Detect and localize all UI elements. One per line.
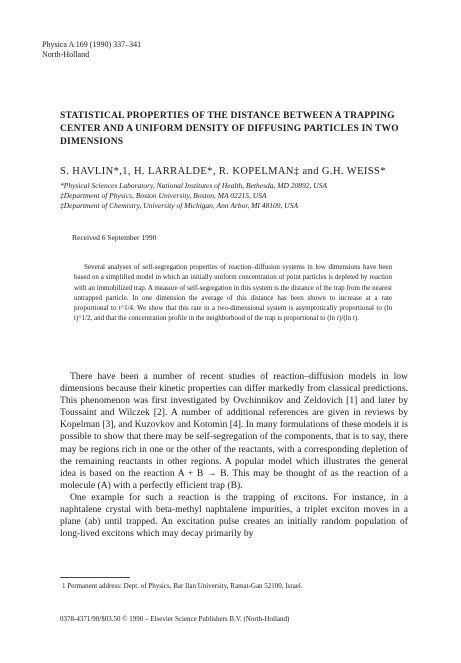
affiliations bbox=[60, 181, 327, 211]
received-date: Received 6 September 1990 bbox=[72, 233, 157, 242]
author-list: S. HAVLIN*,1, H. LARRALDE*, R. KOPELMAN‡ and G.H. WEISS* bbox=[60, 166, 386, 177]
body-text bbox=[60, 371, 408, 540]
footnote-rule bbox=[60, 577, 130, 578]
abstract-text: Several analyses of self-segregation properties of reaction–diffusion systems in low dimensions have been based on a simplified model in which an initially uniform concentration of point particles is depleted by reaction with an immobilized trap. A measure of self-segregation in this system is the distance of the trap from the nearest untrapped particle. In one dimension the average of this distance has been shown to increase at a rate proportional to t^1/4. We show that this rate in a two-dimensional system is asymptotically proportional to (ln t)^1/2, and that the concentration profile in the neighborhood of the trap is proportional to (ln r)/(ln t). bbox=[74, 263, 392, 323]
affiliation-line: ‡Department of Physics, Boston University, Boston, MA 02215, USA bbox=[60, 191, 267, 200]
paper-title: STATISTICAL PROPERTIES OF THE DISTANCE BETWEEN A TRAPPING CENTER AND A UNIFORM DENSITY OF DIFFUSING PARTICLES IN TWO DIMENSIONS bbox=[60, 111, 399, 147]
journal-header bbox=[42, 40, 141, 60]
journal-citation: Physica A 169 (1990) 337–341 bbox=[42, 40, 142, 49]
footnote: 1 Permanent address: Dept. of Physics, Bar Ilan University, Ramat-Gan 52100, Israel. bbox=[62, 582, 303, 590]
publisher-name: North-Holland bbox=[42, 50, 90, 59]
abstract bbox=[74, 262, 392, 324]
body-paragraph: There have been a number of recent studies of reaction–diffusion models in low dimensions because their kinetic properties can differ markedly from classical predictions. This phenomenon was first investigated by Ovchinnikov and Zeldovich [1] and later by Toussaint and Wilczek [2]. A number of additional references are given in reviews by Kopelman [3], and Kuzovkov and Kotomin [4]. In many formulations of these models it is possible to show that there may be self-segregation of the components, that is to say, there may be regions rich in one or the other of the reactants, with a corresponding depletion of the remaining reactants in other regions. A popular model which illustrates the general idea is based on the reaction A + B → B. This may be thought of as the reaction of a molecule (A) with a perfectly efficient trap (B). bbox=[60, 371, 408, 491]
copyright-line: 0378-4371/90/$03.50 © 1990 – Elsevier Science Publishers B.V. (North-Holland) bbox=[60, 615, 290, 623]
body-paragraph: One example for such a reaction is the trapping of excitons. For instance, in a naphtalene crystal with beta-methyl naphtalene impurities, a triplet exciton moves in a plane (ab) until trapped. An excitation pulse creates an initially random population of long-lived excitons which may decay primarily by bbox=[60, 491, 408, 540]
affiliation-line: ‡Department of Chemistry, University of Michigan, Ann Arbor, MI 48109, USA bbox=[60, 201, 299, 210]
affiliation-line: *Physical Sciences Laboratory, National Institutes of Health, Bethesda, MD 20892, USA bbox=[60, 181, 328, 190]
